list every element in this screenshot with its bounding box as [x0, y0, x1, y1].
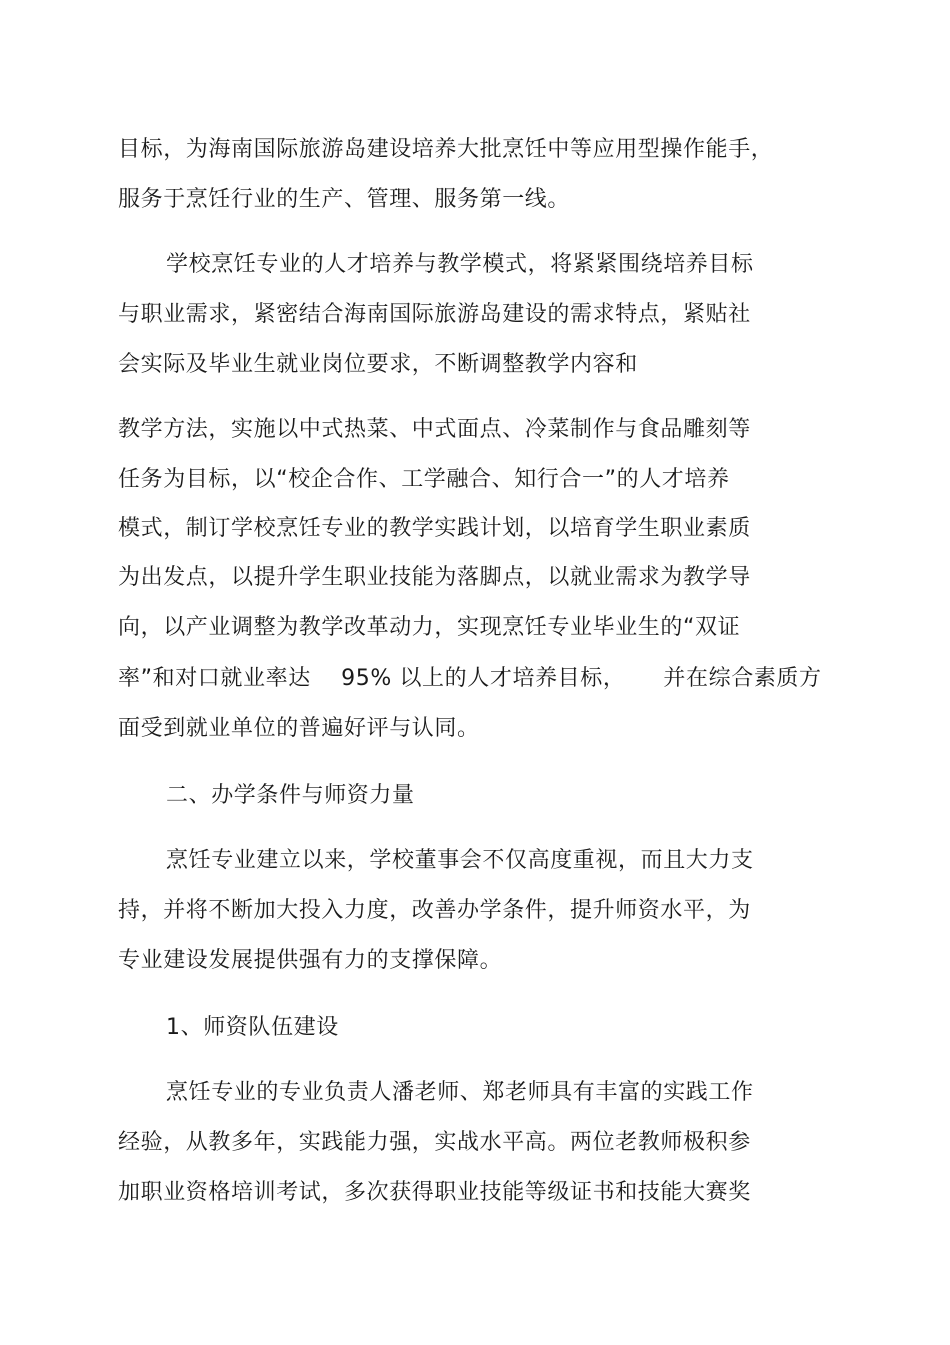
text-line: 教学方法，实施以中式热菜、中式面点、冷菜制作与食品雕刻等: [118, 417, 751, 442]
paragraph-first-line: 烹饪专业的专业负责人潘老师、郑老师具有丰富的实践工作: [166, 1080, 754, 1105]
text-line: 面受到就业单位的普遍好评与认同。: [118, 716, 480, 741]
text-line: 经验，从教多年，实践能力强，实战水平高。两位老教师极积参: [118, 1130, 751, 1155]
text-line: 目标，为海南国际旅游岛建设培养大批烹饪中等应用型操作能手，: [118, 137, 774, 162]
text-line: 任务为目标，以“校企合作、工学融合、知行合一”的人才培养: [118, 467, 730, 492]
text-line: 加职业资格培训考试，多次获得职业技能等级证书和技能大赛奖: [118, 1180, 751, 1205]
text-line: 向，以产业调整为教学改革动力，实现烹饪专业毕业生的“双证: [118, 615, 741, 640]
text-line: 服务于烹饪行业的生产、管理、服务第一线。: [118, 187, 571, 212]
paragraph-first-line: 烹饪专业建立以来，学校董事会不仅高度重视，而且大力支: [166, 848, 754, 873]
text-line: 为出发点，以提升学生职业技能为落脚点，以就业需求为教学导: [118, 565, 751, 590]
text-line: 率”和对口就业率达 95% 以上的人才培养目标， 并在综合素质方: [118, 666, 822, 691]
text-line: 专业建设发展提供强有力的支撑保障。: [118, 948, 503, 973]
text-line: 持，并将不断加大投入力度，改善办学条件，提升师资水平，为: [118, 898, 751, 923]
text-line: 会实际及毕业生就业岗位要求，不断调整教学内容和: [118, 352, 638, 377]
subsection-heading: 1、师资队伍建设: [166, 1015, 339, 1040]
text-line: 模式，制订学校烹饪专业的教学实践计划，以培育学生职业素质: [118, 516, 751, 541]
text-line: 与职业需求，紧密结合海南国际旅游岛建设的需求特点，紧贴社: [118, 302, 751, 327]
paragraph-first-line: 学校烹饪专业的人才培养与教学模式，将紧紧围绕培养目标: [166, 252, 754, 277]
section-heading: 二、办学条件与师资力量: [166, 783, 415, 808]
